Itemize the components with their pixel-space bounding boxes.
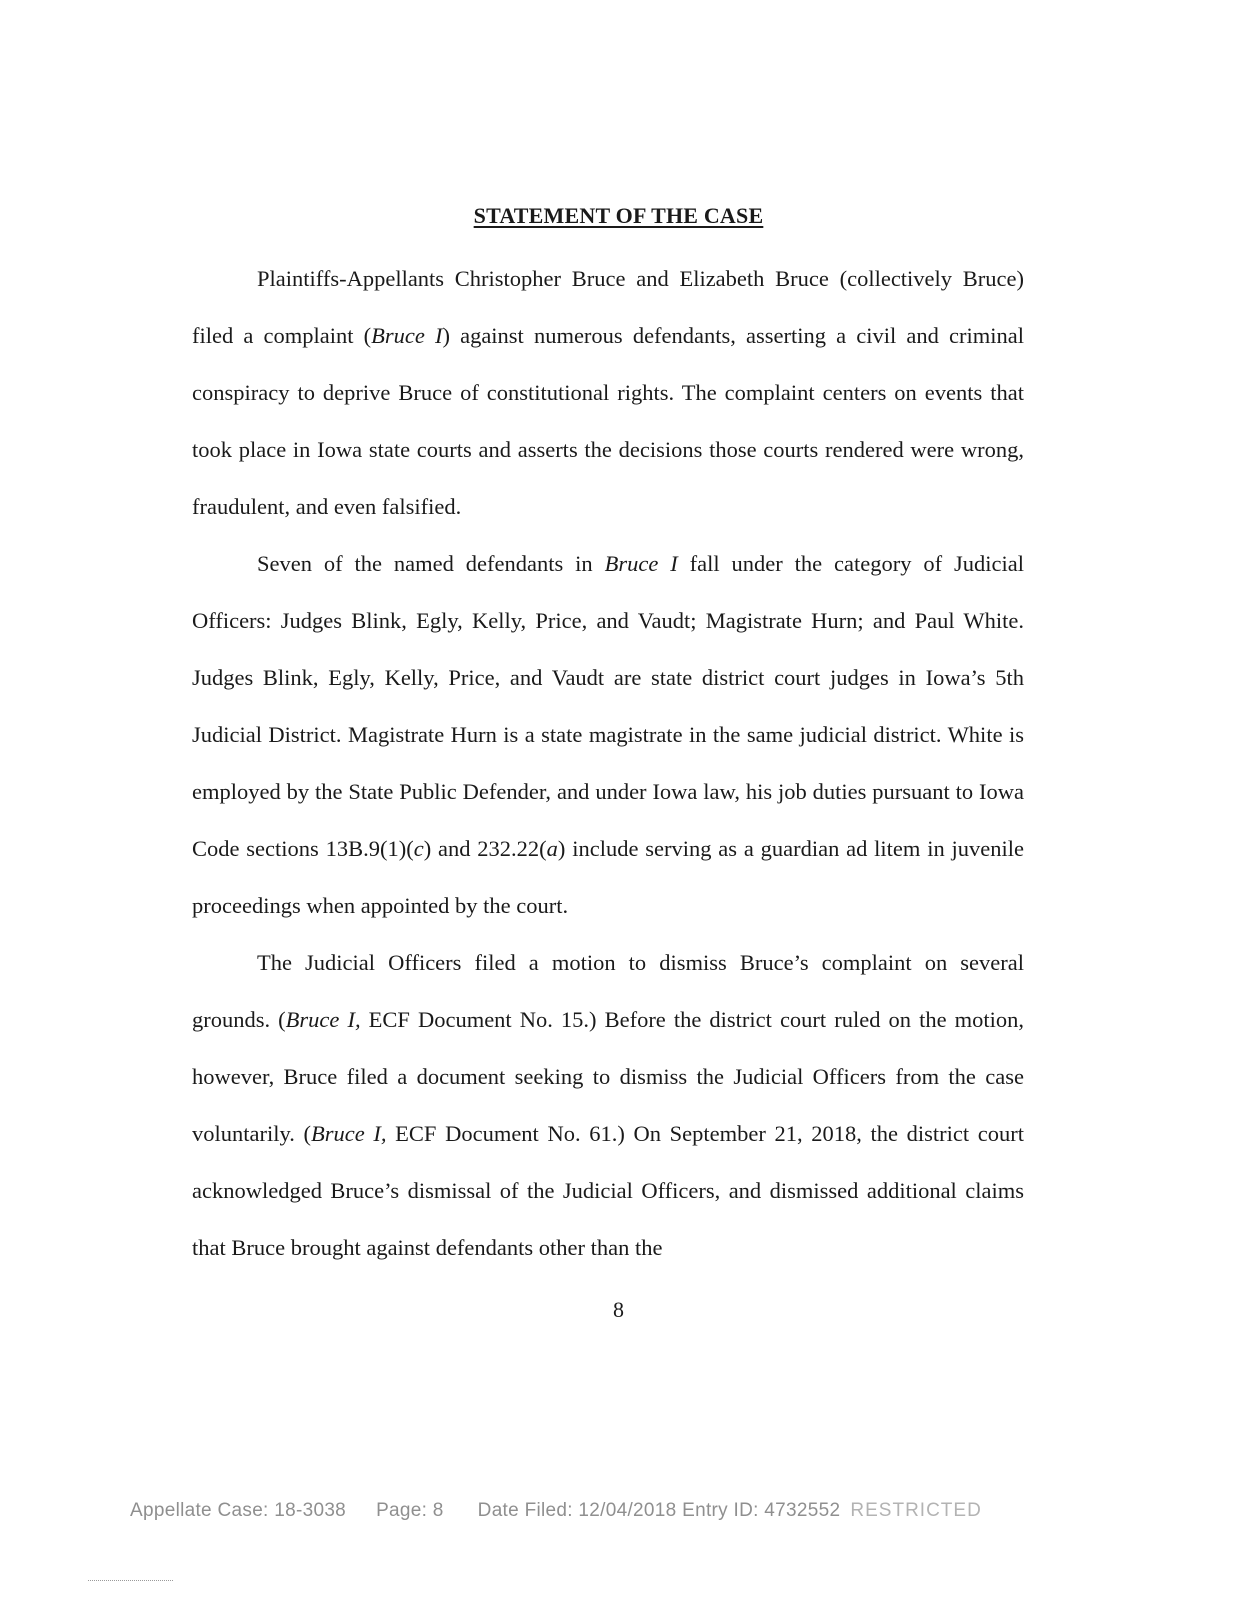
text-run: Seven of the named defendants in <box>257 551 605 576</box>
paragraph <box>192 250 1024 535</box>
footer-status: RESTRICTED <box>850 1500 982 1521</box>
paragraph <box>192 535 1024 934</box>
italic-citation: a <box>546 836 558 861</box>
text-run: Plaintiffs-Appellants Christopher Bruce and Elizabeth Bruce (collectively Bruce) filed a complaint ( <box>192 266 1024 348</box>
italic-citation: Bruce I, <box>311 1121 387 1146</box>
scan-artifact <box>88 1580 173 1582</box>
filing-footer <box>130 1500 1080 1522</box>
italic-citation: Bruce I, <box>285 1007 361 1032</box>
section-heading: STATEMENT OF THE CASE <box>473 203 764 228</box>
italic-citation: c <box>413 836 424 861</box>
text-run: fall under the category of Judicial Officers: Judges Blink, Egly, Kelly, Price, and Vaudt; Magistrate Hurn; and Paul White. Judges Blink, Egly, Kelly, Price, and Vaudt are state district court judges in Iowa’s 5th Judicial District. Magistrate Hurn is a state magistrate in the same judicial district. White is employed by the State Public Defender, and under Iowa law, his job duties pursuant to Iowa Code sections 13B.9(1)( <box>192 551 1024 861</box>
page-number: 8 <box>613 1297 624 1322</box>
italic-citation: Bruce I <box>604 551 678 576</box>
footer-case: Appellate Case: 18-3038 <box>130 1500 347 1521</box>
text-run: ) and 232.22( <box>423 836 547 861</box>
italic-citation: Bruce I <box>371 323 443 348</box>
paragraph <box>192 934 1024 1276</box>
footer-page: Page: 8 <box>376 1500 444 1521</box>
footer-entry-id: Entry ID: 4732552 <box>682 1500 841 1521</box>
text-run: ) include serving as a guardian ad litem in juvenile proceedings when appointed by the court. <box>192 836 1024 918</box>
body-text <box>192 250 1024 1276</box>
text-run: ) against numerous defendants, asserting a civil and criminal conspiracy to deprive Bruce of constitutional rights. The complaint centers on events that took place in Iowa state courts and asserts the decisions those courts rendered were wrong, fraudulent, and even falsified. <box>192 323 1024 519</box>
text-run: The Judicial Officers filed a motion to dismiss Bruce’s complaint on several grounds. ( <box>192 950 1024 1032</box>
text-run: ECF Document No. 15.) Before the district court ruled on the motion, however, Bruce filed a document seeking to dismiss the Judicial Officers from the case voluntarily. ( <box>192 1007 1024 1146</box>
footer-date-filed: Date Filed: 12/04/2018 <box>477 1500 677 1521</box>
text-run: ECF Document No. 61.) On September 21, 2018, the district court acknowledged Bruce’s dismissal of the Judicial Officers, and dismissed additional claims that Bruce brought against defendants other than the <box>192 1121 1025 1260</box>
